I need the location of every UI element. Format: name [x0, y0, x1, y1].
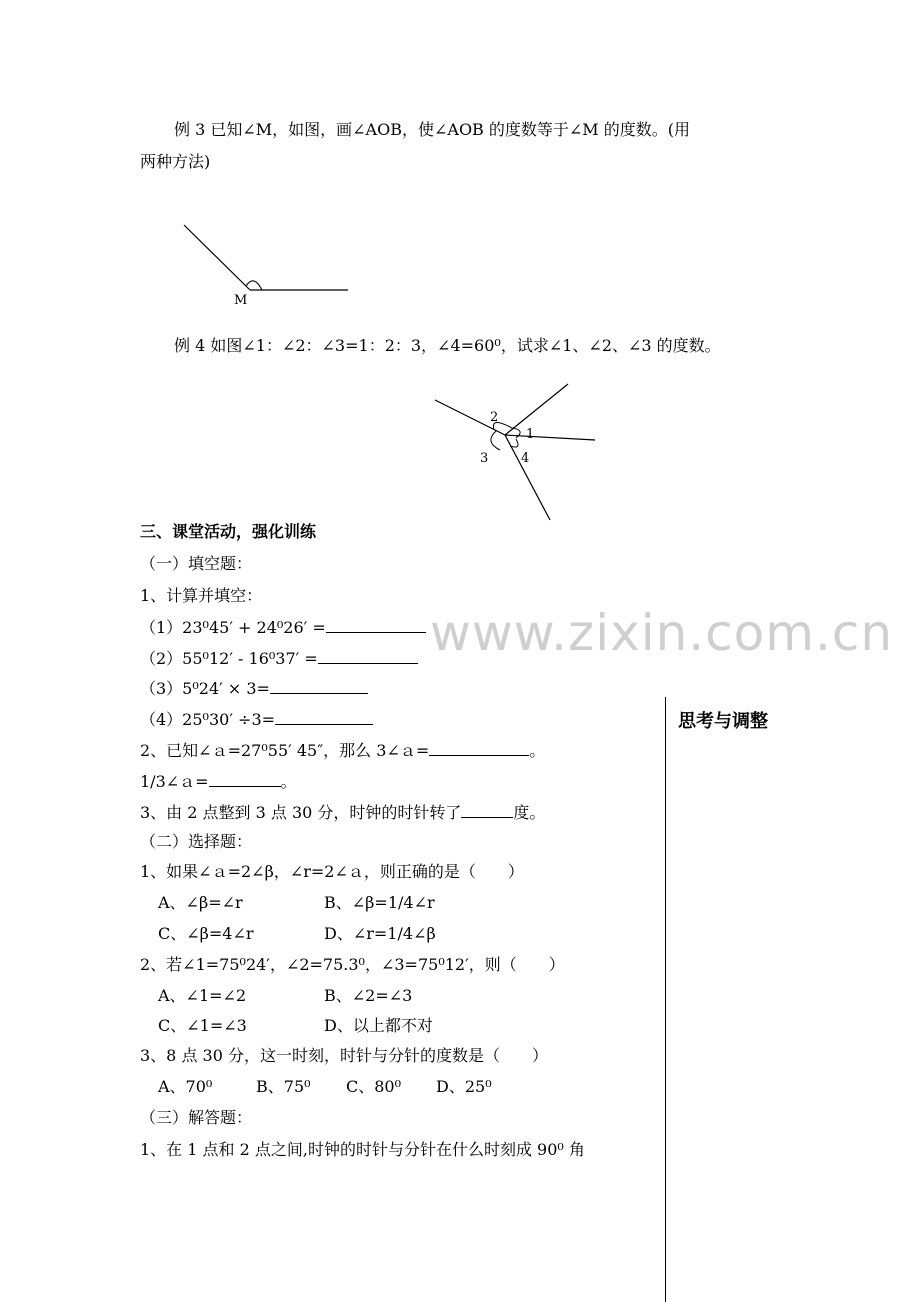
angle-label-1: 1 [526, 427, 535, 442]
four-angles-figure [430, 380, 610, 525]
part1-q2b-end: 。 [280, 772, 297, 791]
angle-label-3: 3 [480, 451, 489, 466]
part3-title: （三）解答题： [140, 1108, 253, 1127]
part1-q2b-text: 1/3∠ａ= [140, 772, 209, 791]
angle-m-figure [180, 222, 360, 312]
part2-q2-option-c: C、∠1=∠3 [158, 1016, 247, 1035]
part2-q1-option-a: A、∠β=∠r [158, 893, 243, 912]
part1-item-1 [140, 617, 426, 638]
part1-q2a-text: 2、已知∠ａ=27⁰55′ 45″，那么 3∠ａ= [140, 741, 430, 760]
part2-q1-option-d: D、∠r=1/4∠β [324, 924, 436, 943]
answer-blank[interactable] [461, 802, 513, 818]
watermark: www.zixin.com.cn [430, 604, 894, 662]
part2-title: （二）选择题： [140, 832, 253, 851]
part2-q2: 2、若∠1=75⁰24′，∠2=75.3⁰，∠3=75⁰12′，则（ ） [140, 955, 565, 974]
part1-q2a [140, 740, 545, 761]
part1-q3-text: 3、由 2 点整到 3 点 30 分，时钟的时针转了 [140, 803, 462, 822]
part1-q2a-end: 。 [529, 741, 546, 760]
part2-q2-option-d: D、以上都不对 [324, 1016, 433, 1035]
section3-heading: 三、课堂活动，强化训练 [140, 522, 317, 541]
part1-item-2 [140, 648, 418, 669]
part1-title: （一）填空题： [140, 554, 253, 573]
answer-blank[interactable] [270, 678, 368, 694]
sidebar-divider [665, 697, 666, 1302]
example3-text-line1: 例 3 已知∠M，如图，画∠AOB，使∠AOB 的度数等于∠M 的度数。(用 [174, 120, 691, 139]
part1-q2b [140, 771, 297, 792]
part2-q3-option-d: D、25⁰ [436, 1077, 492, 1096]
part2-q2-option-a: A、∠1=∠2 [158, 986, 247, 1005]
part2-q3: 3、8 点 30 分，这一时刻，时针与分针的度数是（ ） [140, 1046, 548, 1065]
example3-text-line2: 两种方法) [140, 152, 211, 171]
part1-q1: 1、计算并填空： [140, 586, 263, 605]
part1-item-4 [140, 709, 373, 730]
part2-q1-option-c: C、∠β=4∠r [158, 924, 254, 943]
part1-q3-end: 度。 [513, 803, 546, 822]
part2-q3-option-a: A、70⁰ [158, 1077, 213, 1096]
part2-q1-option-b: B、∠β=1/4∠r [324, 893, 435, 912]
answer-blank[interactable] [318, 648, 418, 664]
answer-blank[interactable] [209, 771, 281, 787]
answer-blank[interactable] [275, 709, 373, 725]
part1-item-2-text: （2）55⁰12′ - 16⁰37′ = [140, 649, 318, 668]
angle-label-4: 4 [521, 451, 530, 466]
part1-q3 [140, 802, 545, 823]
example4-text: 例 4 如图∠1：∠2：∠3=1：2：3，∠4=60⁰，试求∠1、∠2、∠3 的度数。 [174, 336, 721, 355]
part3-q1: 1、在 1 点和 2 点之间,时钟的时针与分针在什么时刻成 90⁰ 角 [140, 1140, 585, 1159]
part2-q1: 1、如果∠ａ=2∠β，∠r=2∠ａ，则正确的是（ ） [140, 862, 524, 881]
answer-blank[interactable] [326, 617, 426, 633]
part1-item-3-text: （3）5⁰24′ × 3= [140, 679, 270, 698]
angle-m-label: M [234, 293, 248, 308]
part1-item-3 [140, 678, 368, 699]
part2-q3-option-b: B、75⁰ [256, 1077, 311, 1096]
part2-q2-option-b: B、∠2=∠3 [324, 986, 413, 1005]
part1-item-1-text: （1）23⁰45′ + 24⁰26′ = [140, 618, 326, 637]
sidebar-title: 思考与调整 [678, 711, 768, 732]
answer-blank[interactable] [429, 740, 529, 756]
part1-item-4-text: （4）25⁰30′ ÷3= [140, 710, 276, 729]
angle-label-2: 2 [490, 410, 499, 425]
part2-q3-option-c: C、80⁰ [346, 1077, 402, 1096]
